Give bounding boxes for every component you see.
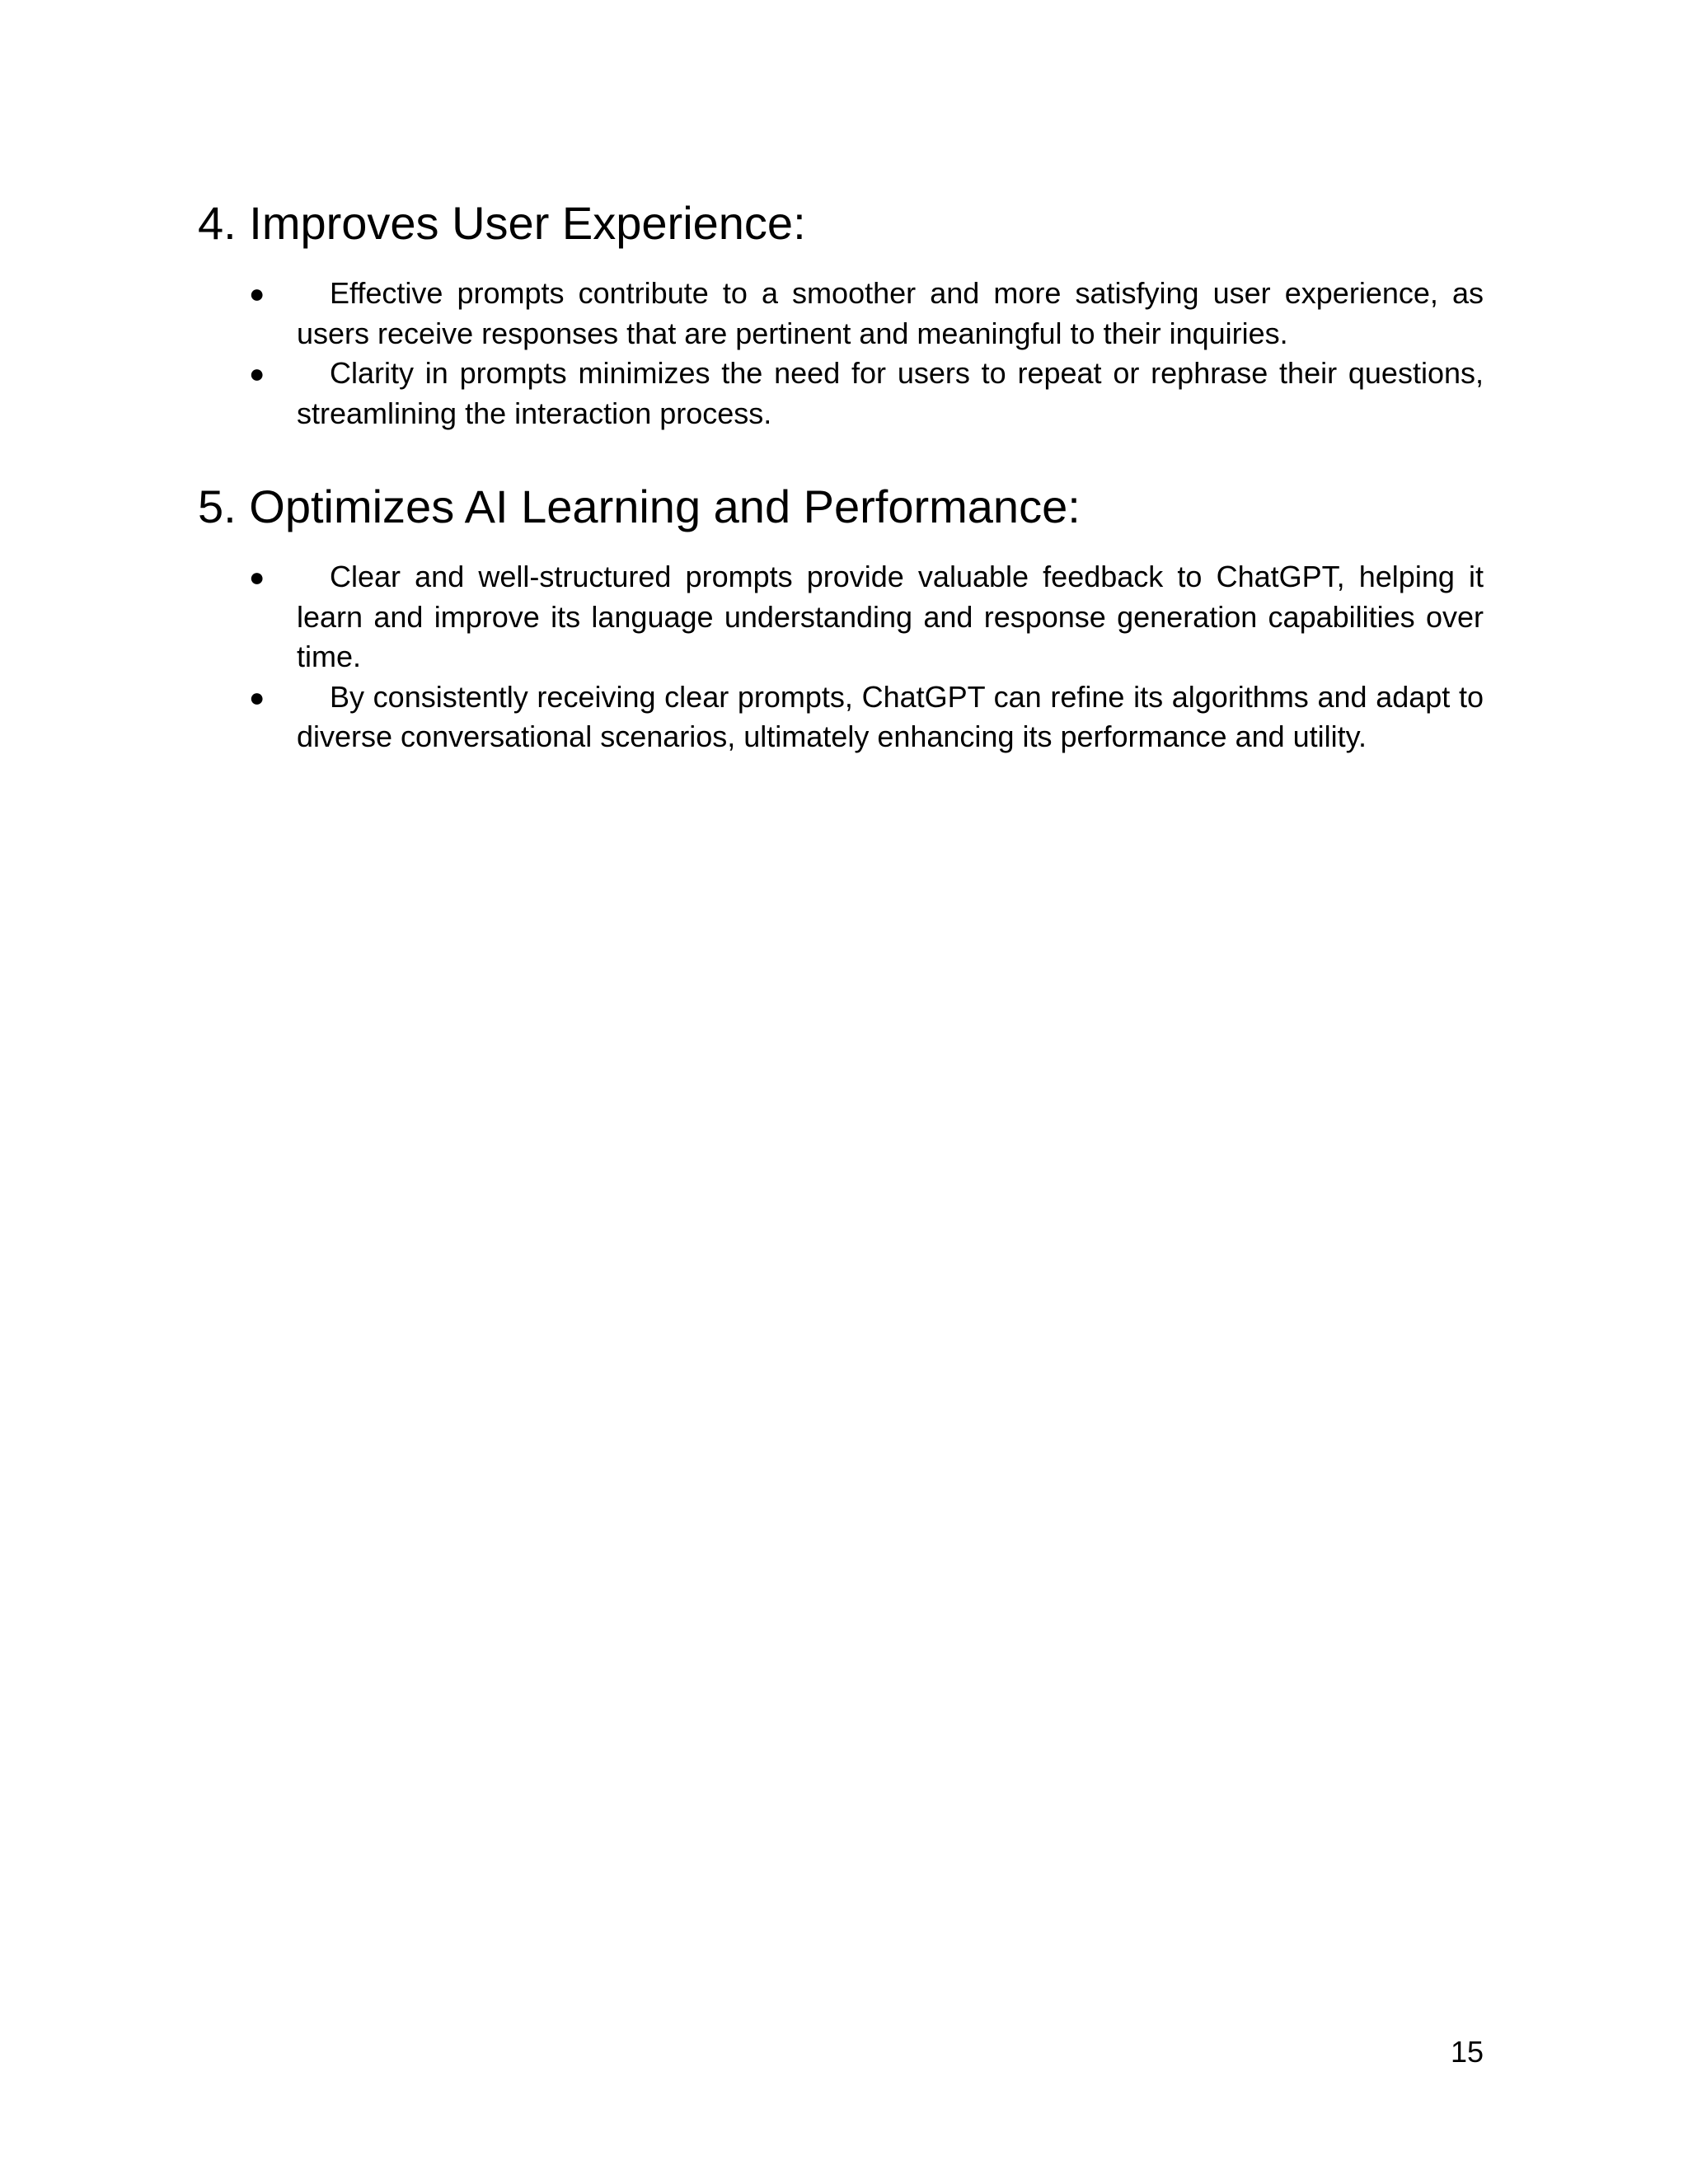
list-item bbox=[198, 274, 1484, 354]
list-item bbox=[198, 677, 1484, 757]
bullet-icon: ● bbox=[249, 682, 265, 712]
bullet-text: By consistently receiving clear prompts, ChatGPT can refine its algorithms and adapt to diverse conversational scenarios, ultimately enhancing its performance and utility. bbox=[297, 679, 1484, 753]
list-item bbox=[198, 354, 1484, 434]
bullet-text: Clear and well-structured prompts provide valuable feedback to ChatGPT, helping it learn and improve its language understanding and response generation capabilities over time. bbox=[297, 560, 1484, 673]
bullet-text: Effective prompts contribute to a smoother and more satisfying user experience, as users receive responses that are pertinent and meaningful to their inquiries. bbox=[297, 276, 1484, 350]
page-number: 15 bbox=[1450, 2035, 1484, 2069]
list-item bbox=[198, 557, 1484, 677]
bullet-list bbox=[198, 274, 1484, 434]
section-optimizes-ai-learning bbox=[198, 478, 1484, 757]
section-heading: 5. Optimizes AI Learning and Performance: bbox=[198, 480, 1081, 532]
bullet-text: Clarity in prompts minimizes the need for users to repeat or rephrase their questions, streamlining the interaction process. bbox=[297, 356, 1484, 430]
bullet-icon: ● bbox=[249, 562, 265, 592]
section-heading: 4. Improves User Experience: bbox=[198, 197, 806, 249]
bullet-icon: ● bbox=[249, 359, 265, 388]
section-improves-user-experience bbox=[198, 194, 1484, 434]
bullet-list bbox=[198, 557, 1484, 757]
bullet-icon: ● bbox=[249, 279, 265, 308]
